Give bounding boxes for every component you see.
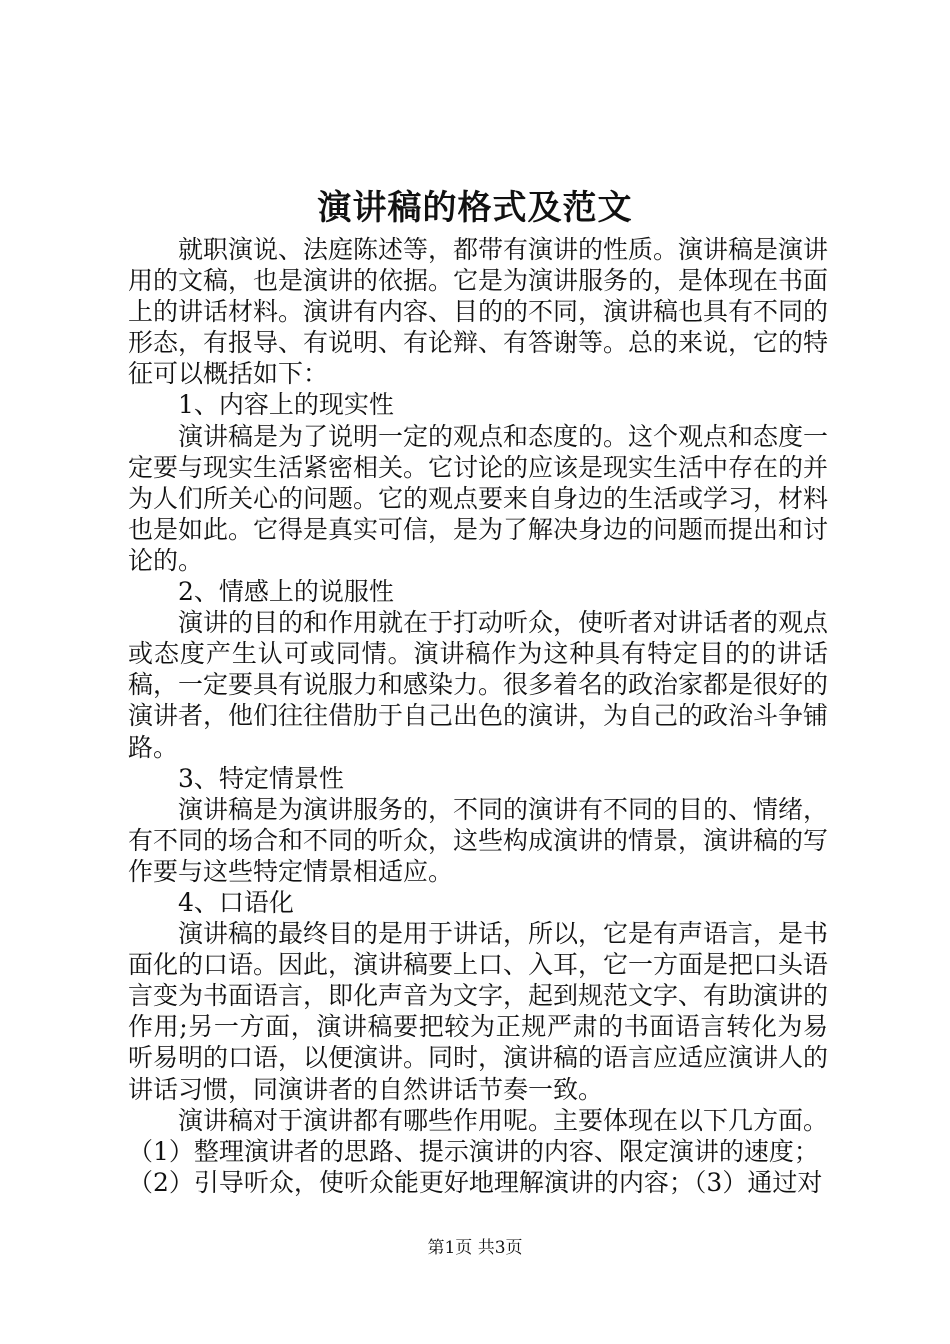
paragraph-function-2: （2）引导听众，使听众能更好地理解演讲的内容；（3）通过对: [128, 1167, 823, 1197]
section-heading-1: 1、内容上的现实性: [178, 390, 394, 420]
page-number-footer: 第1页 共3页: [427, 1238, 523, 1258]
section-heading-2: 2、情感上的说服性: [178, 577, 394, 607]
document-title: 演讲稿的格式及范文: [317, 188, 633, 228]
section-heading-3: 3、特定情景性: [178, 763, 344, 793]
paragraph-section-1: 演讲稿是为了说明一定的观点和态度的。这个观点和态度一定要与现实生活紧密相关。它讨论的应该是现实生活中存在的并为人们所关心的问题。它的观点要来自身边的生活或学习，材料也是如此。它得是真实可信，是为了解决身边的问题而提出和讨论的。: [128, 421, 829, 575]
paragraph-section-4: 演讲稿的最终目的是用于讲话，所以，它是有声语言，是书面化的口语。因此，演讲稿要上口、入耳，它一方面是把口头语言变为书面语言，即化声音为文字，起到规范文字、有助演讲的作用;另一方面，演讲稿要把较为正规严肃的书面语言转化为易听易明的口语，以便演讲。同时，演讲稿的语言应适应演讲人的讲话习惯，同演讲者的自然讲话节奏一致。: [128, 919, 829, 1104]
paragraph-section-3: 演讲稿是为演讲服务的，不同的演讲有不同的目的、情绪，有不同的场合和不同的听众，这些构成演讲的情景，演讲稿的写作要与这些特定情景相适应。: [128, 794, 829, 886]
document-body: [128, 234, 828, 1198]
section-heading-4: 4、口语化: [178, 887, 294, 917]
paragraph-section-2: 演讲的目的和作用就在于打动听众，使听者对讲话者的观点或态度产生认可或同情。演讲稿作为这种具有特定目的的讲话稿，一定要具有说服力和感染力。很多着名的政治家都是很好的演讲者，他们往往借肋于自己出色的演讲，为自己的政治斗争铺路。: [128, 608, 829, 762]
paragraph-intro: 就职演说、法庭陈述等，都带有演讲的性质。演讲稿是演讲用的文稿，也是演讲的依据。它是为演讲服务的，是体现在书面上的讲话材料。演讲有内容、目的的不同，演讲稿也具有不同的形态，有报导、有说明、有论辩、有答谢等。总的来说，它的特征可以概括如下：: [128, 235, 829, 389]
paragraph-functions-intro: 演讲稿对于演讲都有哪些作用呢。主要体现在以下几方面。: [178, 1105, 829, 1135]
paragraph-function-1: （1）整理演讲者的思路、提示演讲的内容、限定演讲的速度；: [128, 1136, 819, 1166]
